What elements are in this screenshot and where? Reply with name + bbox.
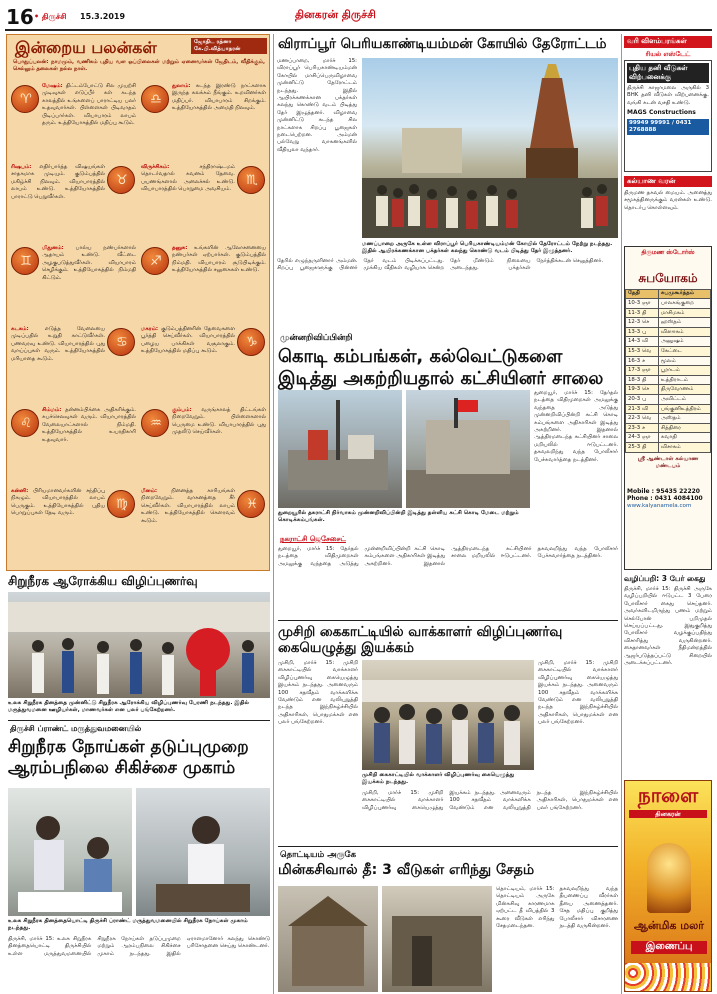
health-kicker: திருச்சி ப்ராண்ட் மருத்துவமனையில்: [10, 724, 142, 733]
horoscope-sign-name: மேஷம்:: [42, 83, 63, 89]
muhurtham-row: [626, 395, 711, 405]
horoscope-sign-body: வருங்காலத் திட்டங்கள் நிறைவேறும். பிள்ளைகளால் பெருமை உண்டு. வியாபாரத்தில் புது முதலீடு செய்வீர்கள்.: [172, 407, 266, 436]
temple-body: மணப்பாறை, மார்ச் 15: விராப்பூர் பெரியகாண்டியம்மன் கோயில் மாசிப்பெருவிழாவை முன்னிட்டு தேரோட்டம் நடந்தது. இதில் ஆயிரக்கணக்கான பக்தர்கள் கலந்து கொண்டு வடம் பிடித்து தேர் இழுத்தனர். விழாவை முன்னிட்டு கடந்த சில நாட்களாக சிறப்பு பூஜைகள் நடைபெற்றன. அம்மன் பல்வேறு வாகனங்களில் வீதியுலா வந்தார்.: [277, 58, 357, 153]
zodiac-sign-icon: [141, 247, 169, 275]
muhurtham-row: [626, 318, 711, 328]
fire-rule: [278, 846, 618, 847]
flag-post-photo-1: [278, 390, 402, 508]
side-story-body: திருச்சி, மார்ச் 15: திருச்சி அருகே வழிப்பறியில் ஈடுபட்ட 3 பேரை போலீசார் கைது செய்தனர். அவர்களிடமிருந்து பணம் மற்றும் செல்போன் பறிமுதல் செய்யப்பட்டது. இதுகுறித்து போலீசார் வழக்குப்பதிந்து விசாரித்து வருகின்றனர். கைதானவர்கள் நீதிமன்றத்தில் ஆஜர்படுத்தப்பட்டு சிறையில் அடைக்கப்பட்டனர்.: [624, 586, 712, 667]
aanmeega-malar-promo[interactable]: [624, 780, 712, 992]
horoscope-sign-name: ரிஷபம்:: [11, 164, 32, 170]
muhurtham-date: 24-3 ஞா: [626, 433, 659, 443]
muhurtham-star: சித்திரை: [658, 423, 710, 433]
realestate-ad-title: புதிய தனி வீடுகள் விற்பனைக்கு: [627, 63, 709, 83]
muhurtham-date: 23-3 ச: [626, 423, 659, 433]
health-body: திருச்சி, மார்ச் 15: உலக சிறுநீரக தினத்தையொட்டி திருச்சியில் உள்ள மருத்துவமனையில் சிறுநீரக நோய்கள் தடுப்புமுறை மற்றும் ஆரம்பநிலை சிகிச்சை முகாம் நடந்தது. இதில் ஏராளமானோர் கலந்து கொண்டு பரிசோதனை செய்து கொண்டனர்.: [8, 936, 270, 957]
column-rule: [273, 34, 274, 994]
muhurtham-star: சுவாதி: [658, 433, 710, 443]
mahal-mobile: Mobile : 95435 22220: [627, 487, 700, 495]
horoscope-left-column: [11, 81, 137, 567]
zodiac-sign-icon: [11, 247, 39, 275]
realestate-ad-body: திருச்சி காஜாமலை அருகில் 3 BHK தனி வீடுகள் விற்பனைக்கு. வங்கி கடன் வசதி உண்டு.: [627, 85, 709, 106]
promo-supplement: இணைப்பு: [631, 941, 707, 954]
health-rule: [8, 720, 270, 721]
muhurtham-date: 19-3 செ: [626, 385, 659, 395]
temple-body-continued: தேரில் எழுந்தருளினார் அம்மன். சிறப்பு பூஜைகளுக்கு பின்னர் தேர் வடம் பிடிக்கப்பட்டது. முக்கிய வீதிகள் வழியாக சென்ற தேர் மீண்டும் நிலையை அடைந்தது. பக்தர்கள் நேர்த்திக்கடன் செலுத்தினர்.: [277, 258, 604, 272]
muhurtham-star: பூராடம்: [658, 366, 710, 376]
zodiac-symbol: ♎: [150, 92, 162, 107]
muhurtham-date: 14-3 வி: [626, 337, 659, 347]
mahal-phone: Phone : 0431 4084100: [627, 495, 703, 503]
horoscope-sign-name: கன்னி:: [11, 488, 29, 494]
horoscope-sign-text: [11, 488, 105, 564]
flag-post-photo-2: [406, 390, 530, 508]
promo-brand: தினகரன்: [629, 810, 707, 818]
muhurtham-row: [626, 299, 711, 309]
flags-body: துறையூர், மார்ச் 15: தேர்தல் நடத்தை விதிமுறைகள் அமலுக்கு வந்ததை அடுத்து முன்னறிவிப்பின்றி கட்சி கொடி கம்பங்களை அதிகாரிகள் இடித்து அகற்றினர். இதனால் ஆத்திரமடைந்த கட்சியினர் சாலை மறியலில் ஈடுபட்டனர். தகவலறிந்து வந்த போலீசார் பேச்சுவார்த்தை நடத்தினர்.: [278, 546, 618, 567]
horoscope-sign: [11, 243, 137, 322]
muhurtham-star: பங்குனிஉத்திரம்: [658, 404, 710, 414]
zodiac-sign-icon: [237, 166, 265, 194]
muhurtham-star: அஸ்தம்: [658, 414, 710, 424]
flags-headline: கொடி கம்பங்கள், கல்வெட்டுகளை இடித்து அகற்றியதால் கட்சியினர் சாலை: [278, 346, 604, 389]
deity-picture: [647, 843, 691, 913]
voting-photo: [362, 660, 534, 770]
logo-trichy: திருச்சி: [341, 8, 376, 21]
horoscope-sign: [141, 243, 267, 322]
voting-caption: முசிறி கைகாட்டியில் வாக்காளர் விழிப்புணர்வு கையெழுத்து இயக்கம் நடந்தது.: [362, 772, 515, 785]
horoscope-sign-name: கடகம்:: [11, 326, 29, 332]
muhurtham-row: [626, 433, 711, 443]
muhurtham-date: 12-3 செ: [626, 318, 659, 328]
horoscope-sign-text: [141, 326, 235, 402]
horoscope-sign-text: [141, 488, 235, 564]
masthead-logo: [295, 8, 376, 22]
horoscope-sign-body: குடும்பத்தினரின் தேவைகளை பூர்த்தி செய்வீர்கள். வியாபாரத்தில் பழைய பாக்கிகள் வசூலாகும். உத்தியோகத்தில் மதிப்பு கூடும்.: [141, 326, 235, 355]
zodiac-symbol: ♊: [20, 254, 32, 269]
horoscope-sign-text: [11, 164, 105, 240]
health-rally-photo: [8, 592, 270, 698]
horoscope-sign-name: மீனம்:: [141, 488, 158, 494]
flags-subhead: நகராட்சி ஜெசேசைட்: [280, 535, 346, 543]
side-story-headline: வழிப்பறி: 3 பேர் கைது: [624, 574, 706, 583]
muhurtham-row: [626, 375, 711, 385]
health-caption-2: உலக சிறுநீரக தினத்தையொட்டி திருச்சி ப்ராண்ட் மருத்துவமனையில் சிறுநீரக நோய்கள் முகாம் நடந்தது.: [8, 918, 248, 931]
flags-caption: துறையூரில் தகராட்சி நிர்வாகம் முன்னறிவிப்பின்றி இடித்து தள்ளிய கட்சி கொடி மேடை மற்றும் கொடிக்கம்பங்கள்.: [278, 510, 519, 523]
horoscope-sign-body: எதிர்பார்த்த விஷயங்கள் சாதகமாக முடியும். குடும்பத்தில் மகிழ்ச்சி நிலவும். வியாபாரத்தில் லாபம் உண்டு. உத்தியோகத்தில் பாராட்டு பெறுவீர்கள்.: [11, 164, 105, 200]
horoscope-sign: [11, 405, 137, 484]
horoscope-sign: [141, 405, 267, 484]
horoscope-sign: [11, 486, 137, 565]
muhurtham-star: திருவோணம்: [658, 385, 710, 395]
edition-label: • திருச்சி: [34, 12, 67, 21]
health-headline: சிறுநீரக ஆரோக்கிய விழிப்புணர்வு: [8, 574, 198, 588]
muhurtham-star: அனுஷம்: [658, 337, 710, 347]
horoscope-sign-body: சந்திராஷ்டமம் தொடர்வதால் கவனம் தேவை. பயணங்களால் அலைச்சல் உண்டு. வியாபாரத்தில் பொறுமை அவசியம்.: [141, 164, 235, 193]
promo-title: ஆன்மிக மலர்: [633, 919, 704, 932]
zodiac-sign-icon: [141, 409, 169, 437]
horoscope-sign-name: தனுசு:: [172, 245, 188, 251]
horoscope-sign-text: [11, 326, 105, 402]
zodiac-symbol: ♌: [20, 416, 32, 431]
horoscope-section: [6, 34, 270, 571]
logo-dinakaran: தினகரன்: [295, 8, 339, 21]
horoscope-sign: [11, 81, 137, 160]
zodiac-sign-icon: [107, 490, 135, 518]
matrimony-body: திருமண தகவல் மையம். அனைத்து சமூகத்தினருக்கும் வரன்கள் உண்டு. தொடர்பு கொள்ளவும்.: [624, 190, 712, 211]
mahal-name: ஸ்ரீ ஆண்டாள் கல்யாண மண்டபம்: [637, 455, 699, 469]
voting-rule: [278, 620, 618, 621]
zodiac-symbol: ♒: [150, 416, 162, 431]
horoscope-sign: [141, 324, 267, 403]
horoscope-sign-name: விருச்சிகம்:: [141, 164, 170, 170]
muhurtham-date: 13-3 பு: [626, 327, 659, 337]
temple-headline: விராப்பூர் பெரியகாண்டியம்மன் கோயில் தேரோட்டம்: [278, 36, 607, 52]
horoscope-sign-name: துலாம்:: [172, 83, 191, 89]
muhurtham-row: [626, 414, 711, 424]
horoscope-sign-body: பால்ய நண்பர்களால் ஆதாயம் உண்டு. வீட்டை அழகுபடுத்துவீர்கள். வியாபாரம் செழிக்கும். உத்தியோகத்தில் நிம்மதி கிட்டும்.: [42, 245, 136, 281]
realestate-ad: [624, 60, 712, 172]
horoscope-sign-text: [42, 83, 136, 159]
horoscope-sign-text: [42, 407, 136, 483]
page-number: 16: [6, 5, 34, 29]
voting-body-bottom: முசிறி, மார்ச் 15: முசிறி கைகாட்டியில் வாக்காளர் விழிப்புணர்வு கையெழுத்து இயக்கம் நடந்தது. அனைவரும் 100 சதவீதம் வாக்களிக்க வேண்டும் என வலியுறுத்தி நடந்த இந்நிகழ்ச்சியில் அதிகாரிகள், பொதுமக்கள் என பலர் பங்கேற்றனர்.: [362, 790, 618, 811]
flags-body-right: துறையூர், மார்ச் 15: தேர்தல் நடத்தை விதிமுறைகள் அமலுக்கு வந்ததை அடுத்து முன்னறிவிப்பின்றி கட்சி கொடி கம்பங்களை அதிகாரிகள் இடித்து அகற்றினர். இதனால் ஆத்திரமடைந்த கட்சியினர் சாலை மறியலில் ஈடுபட்டனர். தகவலறிந்து வந்த போலீசார் பேச்சுவார்த்தை நடத்தினர்.: [534, 390, 618, 463]
mahal-web: www.kalyanamela.com: [627, 502, 692, 509]
horoscope-title: இன்றைய பலன்கள்: [15, 38, 157, 57]
realestate-header: ரியல் எஸ்டேட்: [645, 50, 691, 58]
zodiac-sign-icon: [11, 409, 39, 437]
zodiac-sign-icon: [107, 328, 135, 356]
muhurtham-date: 11-3 தி: [626, 308, 659, 318]
horoscope-sign-name: மகரம்:: [141, 326, 159, 332]
horoscope-sign-name: சிம்மம்:: [42, 407, 62, 413]
promo-tomorrow: நாளை: [637, 783, 699, 807]
muhurtham-star: மூலம்: [658, 356, 710, 366]
temple-caption: மணப்பாறை அருகே உள்ள விராப்பூர் பெரியகாண்டியம்மன் கோயில் தேரோட்டம் நேற்று நடந்தது. இதில் ஆயிரக்கணக்கான பக்தர்கள் கலந்து கொண்டு வடம் பிடித்து தேர் இழுத்தனர்.: [362, 241, 613, 254]
muhurtham-header-star: சுபமுகூர்த்தம்: [658, 289, 710, 299]
horoscope-sign-body: கடந்த இரண்டு நாட்களாக இருந்த கலக்கம் நீங்கும். உறவினர்கள் மதிப்பர். வியாபாரம் சிறக்கும். உத்தியோகத்தில் அமைதி நிலவும்.: [172, 83, 266, 112]
muhurtham-row: [626, 327, 711, 337]
muhurtham-row: [626, 337, 711, 347]
horoscope-sign-body: திட்டம்போட்டு சில முயற்சி முடிவுகள் எடுப்பீர் கள் கடந்த காலத்தில் உங்களைப் பாராட்டிய பலர் உதவுவார்கள். பிள்ளைகள் பிடிவாதம் பிடிப்பார்கள். வியாபாரம் லாபம் தரும். உத்தியோகத்தில் மதிப்பு கூடும்.: [42, 83, 136, 127]
matrimony-header: கல்யாண வரன்: [624, 176, 712, 187]
muhurtham-star: ஹஸ்தம்: [658, 318, 710, 328]
muhurtham-row: [626, 347, 711, 357]
health-camp-photo: [8, 788, 132, 916]
zodiac-symbol: ♐: [150, 254, 162, 269]
fire-photo-2: [382, 886, 492, 992]
muhurtham-star: கேட்டை: [658, 347, 710, 357]
zodiac-sign-icon: [11, 85, 39, 113]
horoscope-sign: [11, 162, 137, 241]
horoscope-sign-body: எடுத்த வேலையை முடிப்பதில் உறுதி காட்டுவீர்கள். பணவரவு உண்டு. வியாபாரத்தில் புது வாய்ப்புகள் வரும். உத்தியோகத்தில் மரியாதை கூடும்.: [11, 326, 105, 362]
horoscope-sign-text: [172, 83, 266, 159]
zodiac-symbol: ♉: [116, 173, 128, 188]
fire-photo-1: [278, 886, 378, 992]
masthead-rule: [5, 29, 712, 31]
fire-headline: மின்கசிவால் தீ: 3 வீடுகள் எரிந்து சேதம்: [278, 862, 535, 878]
fire-kicker: தொட்டியம் அருகே: [280, 850, 357, 860]
horoscope-sign-text: [42, 245, 136, 321]
zodiac-symbol: ♈: [20, 92, 32, 107]
muhurtham-row: [626, 423, 711, 433]
muhurtham-row: [626, 366, 711, 376]
zodiac-sign-icon: [141, 85, 169, 113]
fire-body: தொட்டியம், மார்ச் 15: தொட்டியம் அருகே மின்கசிவு காரணமாக ஏற்பட்ட தீ விபத்தில் 3 கூரை வீடுகள் எரிந்து சேதமடைந்தன. தகவலறிந்து வந்த தீயணைப்பு வீரர்கள் தீயை அணைத்தனர். சேத மதிப்பு குறித்து போலீசார் விசாரணை நடத்தி வருகின்றனர்.: [496, 886, 618, 930]
muhurtham-star: விஸாகம்: [658, 327, 710, 337]
health-caption: உலக சிறுநீரக தினத்தை முன்னிட்டு சிறுநீரக ஆரோக்கிய விழிப்புணர்வு பேரணி நடந்தது. இதில் மருத்துவமனை ஊழியர்கள், மாணவர்கள் என பலர் பங்கேற்றனர்.: [8, 700, 250, 713]
voting-headline: முசிறி கைகாட்டியில் வாக்காளர் விழிப்புணர்வு கையெழுத்து இயக்கம்: [278, 624, 563, 656]
horoscope-sign-text: [172, 407, 266, 483]
temple-chariot-photo: [362, 58, 618, 238]
muhurtham-shop: திருமண ஸ்டோர்ஸ்: [641, 249, 695, 256]
classifieds-header: வரி விளம்பரங்கள்: [624, 36, 712, 48]
zodiac-symbol: ♏: [246, 173, 258, 188]
muhurtham-title: சுபயோகம்: [638, 270, 698, 285]
horoscope-sign-body: உங்களின் ஆலோசனையை நண்பர்கள் ஏற்பார்கள். குடும்பத்தில் நிம்மதி. வியாபாரம் சூடுபிடிக்கும். உத்தியோகத்தில் சலுகைகள் உண்டு.: [172, 245, 266, 274]
muhurtham-row: [626, 356, 711, 366]
zodiac-symbol: ♍: [116, 497, 128, 512]
muhurtham-date: 20-3 பு: [626, 395, 659, 405]
voting-body-right: முசிறி, மார்ச் 15: முசிறி கைகாட்டியில் வாக்காளர் விழிப்புணர்வு கையெழுத்து இயக்கம் நடந்தது. அனைவரும் 100 சதவீதம் வாக்களிக்க வேண்டும் என வலியுறுத்தி நடந்த இந்நிகழ்ச்சியில் அதிகாரிகள், பொதுமக்கள் என பலர் பங்கேற்றனர்.: [538, 660, 618, 726]
zodiac-symbol: ♋: [116, 335, 128, 350]
muhurtham-ad: [624, 246, 712, 570]
muhurtham-star: உத்திராடம்: [658, 375, 710, 385]
muhurtham-row: [626, 385, 711, 395]
realestate-ad-company: MAGS Constructions: [627, 109, 696, 117]
health-headline-2: சிறுநீரக நோய்கள் தடுப்புமுறை ஆரம்பநிலை சிகிச்சை முகாம்: [8, 737, 249, 778]
muhurtham-row: [626, 443, 711, 453]
horoscope-sign-body: தன்னம்பிக்கை அதிகரிக்கும். சுபச்செலவுகள் வரும். வியாபாரத்தில் வேலையாட்களால் நிம்மதி. உத்தியோகத்தில் உயரதிகாரி உதவுவார்.: [42, 407, 136, 443]
muhurtham-date: 22-3 வெ: [626, 414, 659, 424]
voting-body: முசிறி, மார்ச் 15: முசிறி கைகாட்டியில் வாக்காளர் விழிப்புணர்வு கையெழுத்து இயக்கம் நடந்தது. அனைவரும் 100 சதவீதம் வாக்களிக்க வேண்டும் என வலியுறுத்தி நடந்த இந்நிகழ்ச்சியில் அதிகாரிகள், பொதுமக்கள் என பலர் பங்கேற்றனர்.: [278, 660, 358, 726]
flower-decoration: [625, 963, 712, 992]
health-doctor-photo: [136, 788, 270, 916]
astrologer-name: ஜோதிட ரத்னா கே.பி.வித்யாதரன்: [191, 38, 267, 54]
zodiac-symbol: ♑: [246, 335, 258, 350]
zodiac-symbol: ♓: [246, 497, 258, 512]
horoscope-sign: [141, 486, 267, 565]
horoscope-sign: [141, 81, 267, 160]
horoscope-sign: [11, 324, 137, 403]
muhurtham-header-date: தேதி: [626, 289, 659, 299]
muhurtham-star: மாசிமகம்: [658, 308, 710, 318]
realestate-ad-phone: 99949 99991 / 0431 2768888: [627, 119, 709, 135]
muhurtham-row: [626, 404, 711, 414]
muhurtham-date: 16-3 ச: [626, 356, 659, 366]
muhurtham-date: 21-3 வி: [626, 404, 659, 414]
muhurtham-date: 10-3 ஞா: [626, 299, 659, 309]
muhurtham-date: 15-3 வெ: [626, 347, 659, 357]
muhurtham-row: [626, 308, 711, 318]
muhurtham-date: 18-3 தி: [626, 375, 659, 385]
muhurtham-date: 17-3 ஞா: [626, 366, 659, 376]
muhurtham-date: 25-3 தி: [626, 443, 659, 453]
muhurtham-table: [625, 289, 711, 453]
zodiac-sign-icon: [237, 328, 265, 356]
horoscope-sign-text: [141, 164, 235, 240]
horoscope-sign-body: நினைத்த காரியங்கள் நிறைவேறும். வாகனத்தை சீர் செய்வீர்கள். வியாபாரத்தில் லாபம் உண்டு. உத்தியோகத்தில் கௌரவம் கூடும்.: [141, 488, 235, 524]
horoscope-right-column: [141, 81, 267, 567]
horoscope-intro: பொதுப்பலன்: நாமமும், வணிகம் புதிய வள ஒப்பிலைகள் மற்றும் ஏனைவர்கள் ஜேதிடம், வீதிக்கும், செல்லும் தலைகள் நல்ல நாள்.: [13, 59, 265, 73]
horoscope-sign: [141, 162, 267, 241]
horoscope-sign-name: கும்பம்:: [172, 407, 192, 413]
horoscope-sign-body: பிரியமானவர்களின் சந்திப்பு நிகழும். வியாபாரத்தில் லாபம் பெருகும். உத்தியோகத்தில் புதிய பொறுப்புகள் தேடி வரும்.: [11, 488, 105, 517]
right-column-rule: [621, 34, 622, 994]
muhurtham-star: விசாகம்: [658, 443, 710, 453]
horoscope-sign-text: [172, 245, 266, 321]
flags-kicker: முன்னறிவிப்பின்றி: [280, 333, 353, 343]
zodiac-sign-icon: [107, 166, 135, 194]
muhurtham-star: அவிட்டம்: [658, 395, 710, 405]
horoscope-sign-name: மிதுனம்:: [42, 245, 64, 251]
issue-date: 15.3.2019: [80, 12, 126, 21]
muhurtham-star: பாலகங்குறை: [658, 299, 710, 309]
zodiac-sign-icon: [237, 490, 265, 518]
